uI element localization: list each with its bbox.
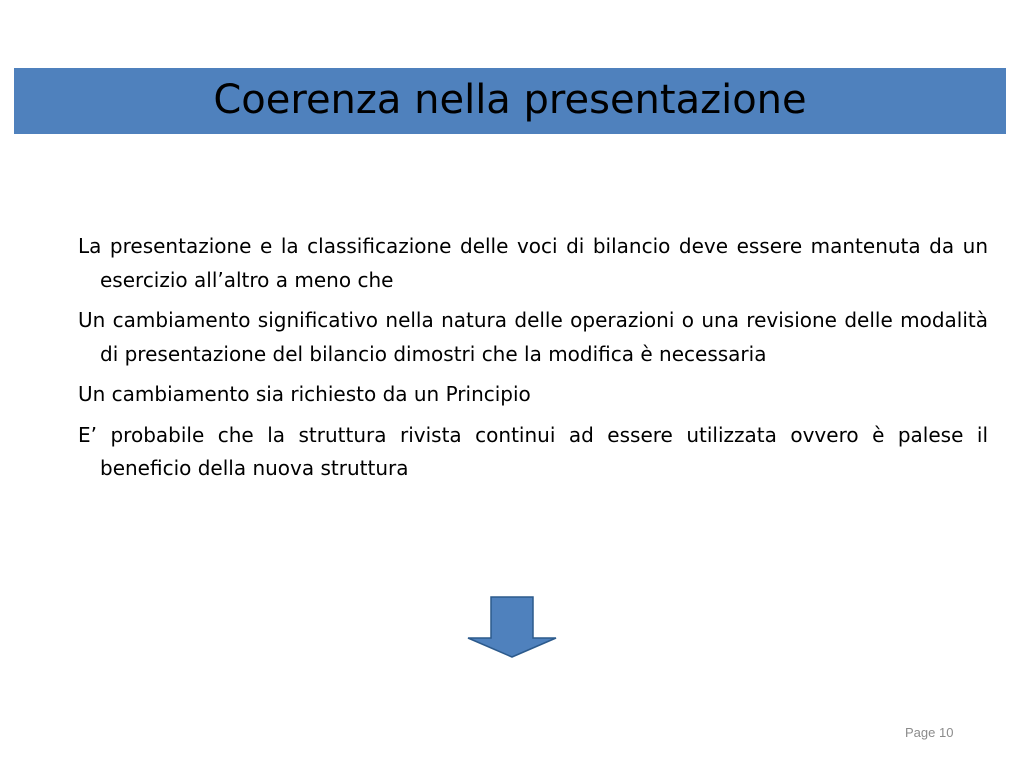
paragraph-1: La presentazione e la classificazione delle voci di bilancio deve essere mantenuta da un esercizio all’altro a meno che	[78, 234, 988, 292]
page-title: Coerenza nella presentazione	[213, 77, 807, 123]
title-bar	[14, 68, 1006, 134]
page-number: Page 10	[905, 725, 954, 740]
down-arrow-icon	[466, 596, 558, 658]
paragraph-3: Un cambiamento sia richiesto da un Principio	[78, 382, 531, 406]
down-arrow-shape	[468, 597, 556, 657]
body-text	[78, 230, 988, 493]
paragraph-2: Un cambiamento significativo nella natura delle operazioni o una revisione delle modalità di presentazione del bilancio dimostri che la modifica è necessaria	[78, 308, 988, 366]
paragraph-4: E’ probabile che la struttura rivista continui ad essere utilizzata ovvero è palese il beneficio della nuova struttura	[78, 422, 988, 480]
